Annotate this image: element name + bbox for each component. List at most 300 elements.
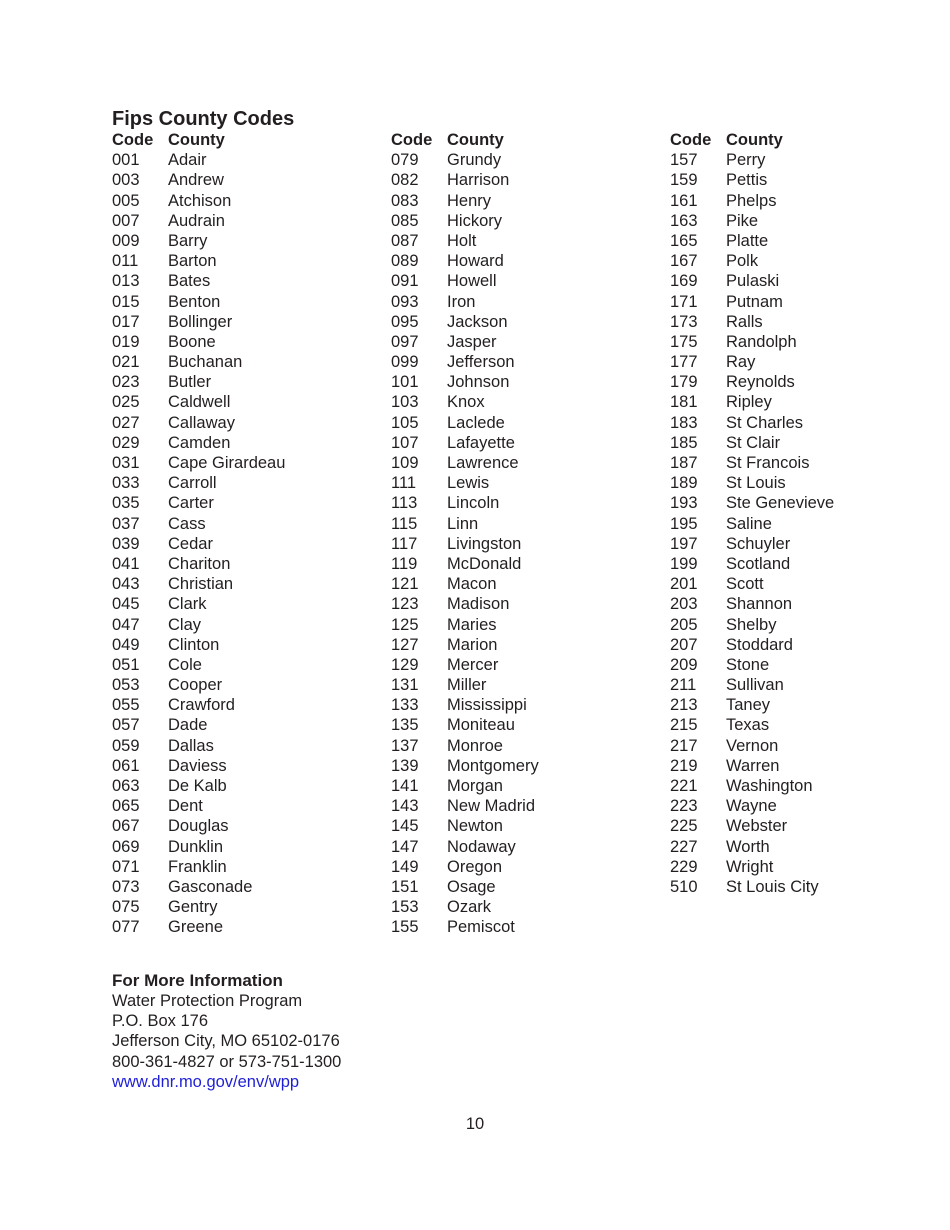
county-code: 153 <box>391 898 419 917</box>
county-code: 145 <box>391 817 419 836</box>
table-row <box>670 231 930 251</box>
county-code: 061 <box>112 756 140 775</box>
county-name: Taney <box>726 696 771 715</box>
table-row <box>112 917 372 937</box>
table-row <box>112 715 372 735</box>
county-code: 083 <box>391 191 419 210</box>
table-row <box>670 332 930 352</box>
table-row <box>112 231 372 251</box>
county-name: Osage <box>447 877 496 896</box>
county-code: 089 <box>391 252 419 271</box>
table-row <box>112 352 372 372</box>
table-row <box>670 816 930 836</box>
county-code: 141 <box>391 777 419 795</box>
table-row <box>112 796 372 816</box>
county-code: 099 <box>391 353 419 372</box>
county-code: 171 <box>670 292 698 311</box>
county-code: 183 <box>670 413 698 432</box>
county-code: 082 <box>391 171 419 190</box>
county-name: Henry <box>447 191 492 210</box>
header-code-label: Code <box>670 131 712 149</box>
county-name: New Madrid <box>447 797 536 816</box>
table-row <box>112 857 372 877</box>
county-code: 123 <box>391 595 419 614</box>
county-code: 037 <box>112 514 140 533</box>
header-code-label: Code <box>112 131 154 149</box>
county-name: Laclede <box>447 413 505 432</box>
county-name: Iron <box>447 292 476 311</box>
county-code: 021 <box>112 353 140 372</box>
table-row <box>112 554 372 574</box>
county-name: Holt <box>447 231 477 250</box>
county-name: Lincoln <box>447 494 500 513</box>
table-row <box>391 877 651 897</box>
county-name: Lawrence <box>447 454 519 472</box>
table-row <box>391 392 651 412</box>
county-name: St Francois <box>726 454 810 472</box>
county-code: 001 <box>112 151 140 170</box>
table-row <box>391 675 651 695</box>
table-row <box>112 170 372 190</box>
table-row <box>670 756 930 776</box>
table-row <box>670 655 930 675</box>
table-row <box>391 312 651 332</box>
county-code: 133 <box>391 696 419 715</box>
county-code: 041 <box>112 554 140 573</box>
county-name: Howell <box>447 272 497 291</box>
county-name: Scott <box>726 575 764 594</box>
county-code: 019 <box>112 332 140 351</box>
county-name: Livingston <box>447 534 522 553</box>
table-row <box>391 514 651 534</box>
county-code: 207 <box>670 635 698 654</box>
table-row <box>670 271 930 291</box>
county-code: 125 <box>391 615 419 634</box>
county-name: Putnam <box>726 292 783 311</box>
county-code: 211 <box>670 676 697 695</box>
table-row <box>391 796 651 816</box>
county-code: 131 <box>391 676 419 695</box>
table-row <box>670 615 930 635</box>
county-code: 067 <box>112 817 140 836</box>
table-row <box>391 211 651 231</box>
county-name: Mississippi <box>447 696 527 715</box>
county-name: Adair <box>168 151 207 170</box>
table-row <box>112 574 372 594</box>
county-code: 045 <box>112 595 140 614</box>
table-row <box>670 534 930 554</box>
county-name: Callaway <box>168 413 235 432</box>
county-name: Pemiscot <box>447 918 515 937</box>
county-name: Monroe <box>447 736 503 755</box>
county-name: Barton <box>168 252 217 271</box>
county-code: 051 <box>112 655 140 674</box>
table-row <box>112 493 372 513</box>
county-name: Buchanan <box>168 353 243 372</box>
county-code: 219 <box>670 756 698 775</box>
county-name: Johnson <box>447 373 510 392</box>
county-code: 117 <box>391 534 418 553</box>
county-name: Ozark <box>447 898 492 917</box>
county-name: Sullivan <box>726 676 784 695</box>
table-row <box>391 655 651 675</box>
table-row <box>391 776 651 796</box>
table-row <box>391 352 651 372</box>
table-row <box>112 655 372 675</box>
table-row <box>670 574 930 594</box>
county-name: Camden <box>168 433 231 452</box>
county-name: Pike <box>726 211 759 230</box>
county-name: Clinton <box>168 635 220 654</box>
county-name: Andrew <box>168 171 224 190</box>
county-name: Ripley <box>726 393 772 412</box>
county-code: 197 <box>670 534 698 553</box>
table-row <box>391 292 651 312</box>
county-code: 029 <box>112 433 140 452</box>
county-code-column-1 <box>112 130 372 938</box>
county-name: Linn <box>447 514 479 533</box>
table-row <box>670 594 930 614</box>
county-code: 187 <box>670 454 698 472</box>
county-name: Greene <box>168 918 224 937</box>
table-row <box>670 493 930 513</box>
county-name: McDonald <box>447 554 522 573</box>
county-code: 143 <box>391 797 419 816</box>
county-code: 063 <box>112 777 140 795</box>
county-code: 179 <box>670 373 698 392</box>
table-row <box>391 150 651 170</box>
page-title: Fips County Codes <box>112 108 295 130</box>
county-code: 119 <box>391 554 418 573</box>
county-name: Stoddard <box>726 635 793 654</box>
table-row <box>112 756 372 776</box>
county-name: Lafayette <box>447 433 515 452</box>
table-row <box>670 433 930 453</box>
county-name: Crawford <box>168 696 235 715</box>
county-name: Dunklin <box>168 837 224 856</box>
county-code: 073 <box>112 877 140 896</box>
county-code: 111 <box>391 474 417 493</box>
county-code: 033 <box>112 474 140 493</box>
county-name: Miller <box>447 676 487 695</box>
county-code: 115 <box>391 514 418 533</box>
county-code: 221 <box>670 777 698 795</box>
table-row <box>391 615 651 635</box>
county-code: 085 <box>391 211 419 230</box>
county-name: Gasconade <box>168 877 253 896</box>
county-code: 053 <box>112 676 140 695</box>
county-code: 201 <box>670 575 698 594</box>
county-name: De Kalb <box>168 777 227 795</box>
table-row <box>112 473 372 493</box>
table-row <box>670 554 930 574</box>
table-row <box>391 574 651 594</box>
table-row <box>670 292 930 312</box>
county-name: Wright <box>726 857 774 876</box>
county-code: 181 <box>670 393 698 412</box>
county-code: 165 <box>670 231 698 250</box>
table-row <box>112 675 372 695</box>
county-code: 015 <box>112 292 140 311</box>
county-code: 017 <box>112 312 140 331</box>
county-name: Randolph <box>726 332 797 351</box>
county-name: Boone <box>168 332 216 351</box>
county-code: 129 <box>391 655 419 674</box>
county-code: 027 <box>112 413 140 432</box>
table-row <box>670 413 930 433</box>
county-name: Cooper <box>168 676 223 695</box>
info-line-po-box: P.O. Box 176 <box>112 1012 209 1031</box>
county-code: 173 <box>670 312 698 331</box>
table-row <box>670 170 930 190</box>
header-county-label: County <box>726 131 783 149</box>
county-code: 175 <box>670 332 698 351</box>
county-name: Douglas <box>168 817 229 836</box>
table-row <box>112 736 372 756</box>
column-header <box>391 130 651 150</box>
table-row <box>391 493 651 513</box>
county-name: Gentry <box>168 898 218 917</box>
county-name: Shelby <box>726 615 777 634</box>
header-code-label: Code <box>391 131 433 149</box>
county-code: 093 <box>391 292 419 311</box>
county-code: 213 <box>670 696 698 715</box>
table-row <box>670 635 930 655</box>
table-row <box>670 150 930 170</box>
table-row <box>391 695 651 715</box>
table-row <box>112 211 372 231</box>
table-row <box>112 413 372 433</box>
table-row <box>670 857 930 877</box>
county-code: 149 <box>391 857 419 876</box>
county-name: Barry <box>168 231 208 250</box>
table-row <box>391 372 651 392</box>
county-code: 225 <box>670 817 698 836</box>
county-name: Chariton <box>168 554 231 573</box>
county-name: Bates <box>168 272 211 291</box>
table-row <box>670 514 930 534</box>
county-code: 113 <box>391 494 418 513</box>
county-name: Hickory <box>447 211 503 230</box>
table-row <box>391 413 651 433</box>
county-name: Montgomery <box>447 756 539 775</box>
table-row <box>391 897 651 917</box>
county-name: Franklin <box>168 857 227 876</box>
table-row <box>391 534 651 554</box>
county-name: Vernon <box>726 736 779 755</box>
county-code: 510 <box>670 877 698 896</box>
county-name: Bollinger <box>168 312 233 331</box>
county-name: Cass <box>168 514 206 533</box>
county-code: 163 <box>670 211 698 230</box>
county-name: Wayne <box>726 797 777 816</box>
county-code: 169 <box>670 272 698 291</box>
county-code: 203 <box>670 595 698 614</box>
table-row <box>391 917 651 937</box>
county-name: St Charles <box>726 413 804 432</box>
county-code: 057 <box>112 716 140 735</box>
county-code: 215 <box>670 716 698 735</box>
county-code: 035 <box>112 494 140 513</box>
county-code: 055 <box>112 696 140 715</box>
county-name: Howard <box>447 252 504 271</box>
county-code: 069 <box>112 837 140 856</box>
county-code-column-2 <box>391 130 651 938</box>
county-name: Pulaski <box>726 272 780 291</box>
table-row <box>112 897 372 917</box>
table-row <box>670 352 930 372</box>
table-row <box>391 231 651 251</box>
table-row <box>391 271 651 291</box>
table-row <box>670 473 930 493</box>
county-code: 151 <box>391 877 419 896</box>
county-code: 107 <box>391 433 419 452</box>
county-code: 075 <box>112 898 140 917</box>
table-row <box>391 594 651 614</box>
website-link[interactable]: www.dnr.mo.gov/env/wpp <box>112 1072 300 1091</box>
county-name: St Louis <box>726 474 786 493</box>
table-row <box>670 877 930 897</box>
table-row <box>391 191 651 211</box>
table-row <box>670 372 930 392</box>
county-code: 065 <box>112 797 140 816</box>
county-name: Grundy <box>447 151 502 170</box>
county-name: St Clair <box>726 433 781 452</box>
table-row <box>112 191 372 211</box>
table-row <box>670 211 930 231</box>
county-code-column-3 <box>670 130 930 897</box>
county-code: 025 <box>112 393 140 412</box>
county-name: Perry <box>726 151 766 170</box>
county-code: 095 <box>391 312 419 331</box>
table-row <box>391 837 651 857</box>
table-row <box>112 453 372 473</box>
table-row <box>112 635 372 655</box>
county-code: 105 <box>391 413 419 432</box>
county-name: Dade <box>168 716 208 735</box>
info-line-phone: 800-361-4827 or 573-751-1300 <box>112 1052 342 1071</box>
table-row <box>670 675 930 695</box>
header-county-label: County <box>168 131 225 149</box>
table-row <box>112 514 372 534</box>
county-code: 011 <box>112 252 139 271</box>
county-name: Christian <box>168 575 234 594</box>
table-row <box>670 392 930 412</box>
county-code: 091 <box>391 272 419 291</box>
county-code: 039 <box>112 534 140 553</box>
table-row <box>391 170 651 190</box>
table-row <box>391 433 651 453</box>
county-name: Webster <box>726 817 788 836</box>
info-heading: For More Information <box>112 971 283 990</box>
county-name: Phelps <box>726 191 777 210</box>
county-code: 097 <box>391 332 419 351</box>
county-name: Lewis <box>447 474 490 493</box>
county-name: Benton <box>168 292 221 311</box>
county-code: 101 <box>391 373 419 392</box>
county-name: Clark <box>168 595 207 614</box>
county-name: Cole <box>168 655 202 674</box>
table-row <box>670 715 930 735</box>
county-name: Ralls <box>726 312 763 331</box>
table-row <box>112 433 372 453</box>
county-name: Harrison <box>447 171 510 190</box>
table-row <box>670 251 930 271</box>
county-name: Jackson <box>447 312 508 331</box>
county-code: 223 <box>670 797 698 816</box>
county-name: Texas <box>726 716 770 735</box>
table-row <box>112 816 372 836</box>
table-row <box>670 736 930 756</box>
page-number: 10 <box>465 1115 485 1133</box>
county-code: 147 <box>391 837 419 856</box>
county-name: Madison <box>447 595 510 614</box>
county-name: Butler <box>168 373 212 392</box>
county-code: 009 <box>112 231 140 250</box>
table-row <box>670 776 930 796</box>
county-name: St Louis City <box>726 877 819 896</box>
table-row <box>391 816 651 836</box>
county-name: Ste Genevieve <box>726 494 835 513</box>
table-row <box>112 615 372 635</box>
county-code: 139 <box>391 756 419 775</box>
table-row <box>112 534 372 554</box>
county-code: 227 <box>670 837 698 856</box>
county-code: 127 <box>391 635 419 654</box>
table-row <box>391 332 651 352</box>
table-row <box>112 837 372 857</box>
county-name: Jasper <box>447 332 497 351</box>
table-row <box>670 191 930 211</box>
county-code: 205 <box>670 615 698 634</box>
table-row <box>112 776 372 796</box>
county-code: 103 <box>391 393 419 412</box>
county-name: Atchison <box>168 191 232 210</box>
county-name: Pettis <box>726 171 768 190</box>
county-code: 109 <box>391 454 419 472</box>
county-code: 079 <box>391 151 419 170</box>
county-name: Jefferson <box>447 353 515 372</box>
county-code: 159 <box>670 171 698 190</box>
county-name: Daviess <box>168 756 227 775</box>
county-code: 049 <box>112 635 140 654</box>
county-code: 087 <box>391 231 419 250</box>
column-header <box>112 130 372 150</box>
county-code: 005 <box>112 191 140 210</box>
county-name: Morgan <box>447 777 503 795</box>
county-code: 177 <box>670 353 698 372</box>
county-name: Dallas <box>168 736 214 755</box>
table-row <box>391 756 651 776</box>
county-code: 007 <box>112 211 140 230</box>
county-code: 121 <box>391 575 419 594</box>
county-code: 157 <box>670 151 698 170</box>
county-name: Mercer <box>447 655 499 674</box>
table-row <box>112 372 372 392</box>
county-name: Scotland <box>726 554 791 573</box>
contact-info <box>112 970 341 1092</box>
column-header <box>670 130 930 150</box>
county-code: 003 <box>112 171 140 190</box>
county-name: Moniteau <box>447 716 515 735</box>
table-row <box>112 292 372 312</box>
county-name: Saline <box>726 514 772 533</box>
table-row <box>112 271 372 291</box>
county-name: Dent <box>168 797 203 816</box>
table-row <box>112 695 372 715</box>
table-row <box>670 796 930 816</box>
county-name: Shannon <box>726 595 793 614</box>
